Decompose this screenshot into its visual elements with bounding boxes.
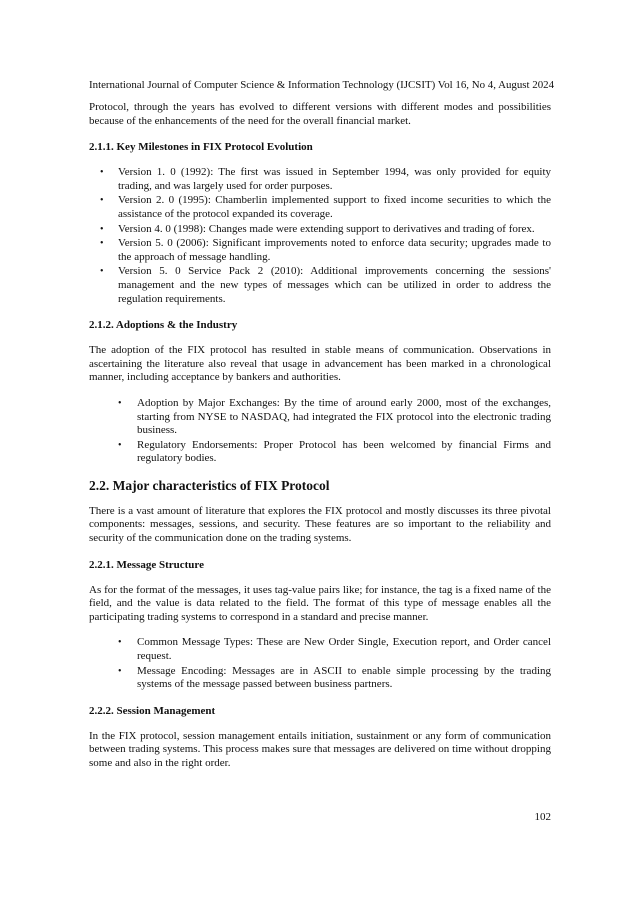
running-header: International Journal of Computer Science & Information Technology (IJCSIT) Vol 16, No 4, August 2024 xyxy=(89,79,555,91)
page-number: 102 xyxy=(534,811,551,823)
section-2-2-heading: 2.2. Major characteristics of FIX Protocol xyxy=(89,477,330,493)
bullet-icon: • xyxy=(100,238,104,250)
list-item: • Version 1. 0 (1992): The first was issued in September 1994, was only provided for equity trading, and was largely used for order purposes. xyxy=(100,166,551,192)
bullet-icon: • xyxy=(118,397,122,409)
bullet-icon: • xyxy=(100,167,104,179)
section-2-2-2-heading: 2.2.2. Session Management xyxy=(89,704,216,717)
bullet-icon: • xyxy=(118,439,122,451)
section-2-1-2-heading: 2.1.2. Adoptions & the Industry xyxy=(89,319,238,332)
bullet-icon: • xyxy=(100,266,104,278)
section-2-2-1-heading: 2.2.1. Message Structure xyxy=(89,558,204,571)
bullet-icon: • xyxy=(100,223,104,235)
message-structure-paragraph: As for the format of the messages, it uses tag-value pairs like; for instance, the tag is a fixed name of the field, and the value is data related to the field. The format of this type of message enables all the participating trading systems to correspond in a standard and precise manner. xyxy=(89,583,551,623)
session-management-paragraph: In the FIX protocol, session management entails initiation, sustainment or any form of communication between trading systems. This process makes sure that messages are delivered on time without dropping some and also in the right order. xyxy=(89,729,551,769)
bullet-icon: • xyxy=(100,195,104,207)
section-2-1-1-heading: 2.1.1. Key Milestones in FIX Protocol Evolution xyxy=(89,141,313,154)
list-item: • Version 5. 0 (2006): Significant improvements noted to enforce data security; upgrades made to the approach of message handling. xyxy=(100,237,551,263)
intro-paragraph: Protocol, through the years has evolved to different versions with different modes and possibilities because of the enhancements of the need for the overall financial market. xyxy=(89,101,551,127)
adoption-paragraph: The adoption of the FIX protocol has resulted in stable means of communication. Observations in ascertaining the literature also reveal that usage in advancement has been marked in a chronological manner, including acceptance by bankers and authorities. xyxy=(89,344,551,384)
list-item: • Version 2. 0 (1995): Chamberlin implemented support to fixed income securities to which the assistance of the protocol expanded its coverage. xyxy=(100,194,551,220)
list-item: • Message Encoding: Messages are in ASCII to enable simple processing by the trading systems of the message passed between business partners. xyxy=(118,664,551,691)
adoption-list xyxy=(89,397,551,466)
list-item: • Common Message Types: These are New Order Single, Execution report, and Order cancel request. xyxy=(118,636,551,663)
list-item: • Adoption by Major Exchanges: By the time of around early 2000, most of the exchanges, starting from NYSE to NASDAQ, had integrated the FIX protocol into the electronic trading business. xyxy=(118,396,551,437)
list-item: • Version 5. 0 Service Pack 2 (2010): Additional improvements concerning the sessions' management and the new types of messages which can be utilized in order to address the regulation requirements. xyxy=(100,265,551,305)
characteristics-paragraph: There is a vast amount of literature that explores the FIX protocol and mostly discusses its three pivotal components: messages, sessions, and security. These features are so important to the reliability and security of the communication done on the trading systems. xyxy=(89,504,551,545)
list-item: • Version 4. 0 (1998): Changes made were extending support to derivatives and trading of forex. xyxy=(100,222,535,235)
list-item: • Regulatory Endorsements: Proper Protocol has been welcomed by financial Firms and regulatory bodies. xyxy=(118,438,551,465)
bullet-icon: • xyxy=(118,637,122,649)
milestones-list xyxy=(89,166,551,306)
bullet-icon: • xyxy=(118,665,122,677)
message-list xyxy=(89,636,551,691)
